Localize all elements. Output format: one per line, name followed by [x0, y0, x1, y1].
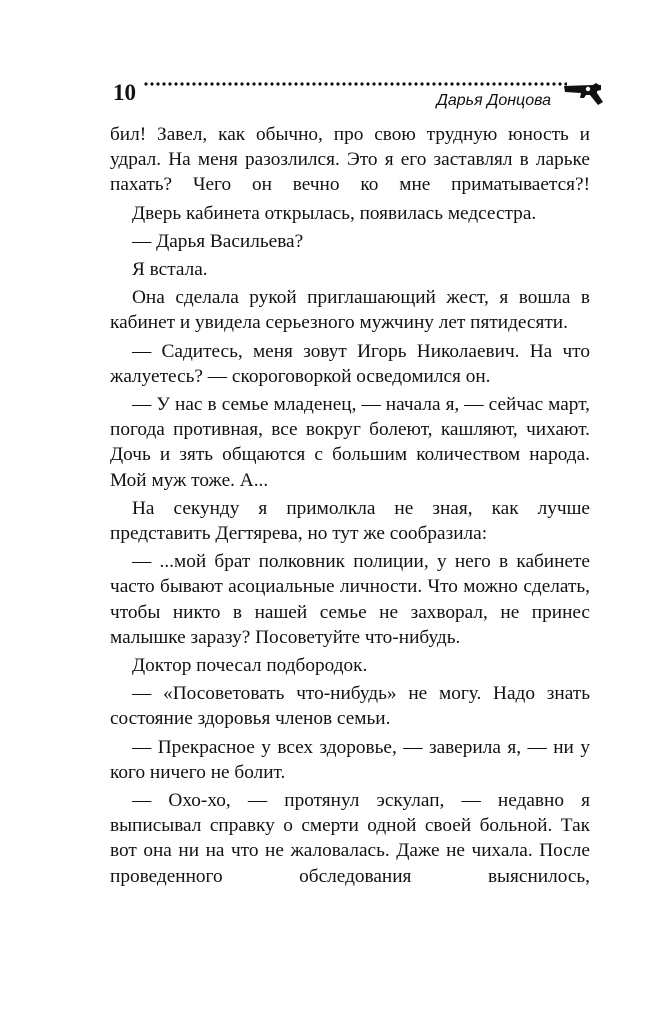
- paragraph-10: Доктор почесал подбородок.: [132, 655, 368, 677]
- paragraph-12: — Прекрасное у всех здоровье, — заверила я, — ни у кого ничего не болит.: [110, 736, 590, 783]
- page-number: 10: [113, 80, 136, 105]
- paragraph-7: — У нас в семье младенец, — начала я, — сейчас март, погода противная, все вокруг болеют, кашляют, чихают. Дочь и зять общаются с большим количеством народа. Мой муж тоже. А...: [110, 394, 590, 491]
- paragraph-5: Она сделала рукой приглашающий жест, я вошла в кабинет и увидела серьезного мужчину лет пятидесяти.: [110, 287, 590, 334]
- paragraph-3: — Дарья Васильева?: [132, 230, 304, 252]
- page-body: [110, 122, 590, 889]
- paragraph-2: Дверь кабинета открылась, появилась медсестра.: [132, 202, 537, 224]
- author-name: Дарья Донцова: [436, 92, 551, 109]
- running-header: [113, 78, 601, 114]
- dotted-rule: [143, 80, 567, 88]
- paragraph-9: — ...мой брат полковник полиции, у него в кабинете часто бывают асоциальные личности. Что можно сделать, чтобы никто в нашей семье не захворал, не принес малышке заразу? Посоветуйте что-нибудь.: [110, 551, 590, 648]
- revolver-icon: [563, 82, 607, 106]
- paragraph-6: — Садитесь, меня зовут Игорь Николаевич. На что жалуетесь? — скороговоркой осведомился он.: [110, 340, 590, 387]
- paragraph-4: Я встала.: [132, 259, 208, 281]
- paragraph-8: На секунду я примолкла не зная, как лучше представить Дегтярева, но тут же сообразила:: [110, 497, 590, 545]
- paragraph-13: — Охо-хо, — протянул эскулап, — недавно я выписывал справку о смерти одной своей больной. Так вот она ни на что не жаловалась. Даже не чихала. После проведенного обследования выяснилось,: [110, 790, 590, 887]
- paragraph-1: бил! Завел, как обычно, про свою трудную юность и удрал. На меня разозлился. Это я его заставлял в ларьке пахать? Чего он вечно ко мне приматывается?!: [110, 124, 590, 196]
- paragraph-11: — «Посоветовать что-нибудь» не могу. Надо знать состояние здоровья членов семьи.: [110, 683, 590, 730]
